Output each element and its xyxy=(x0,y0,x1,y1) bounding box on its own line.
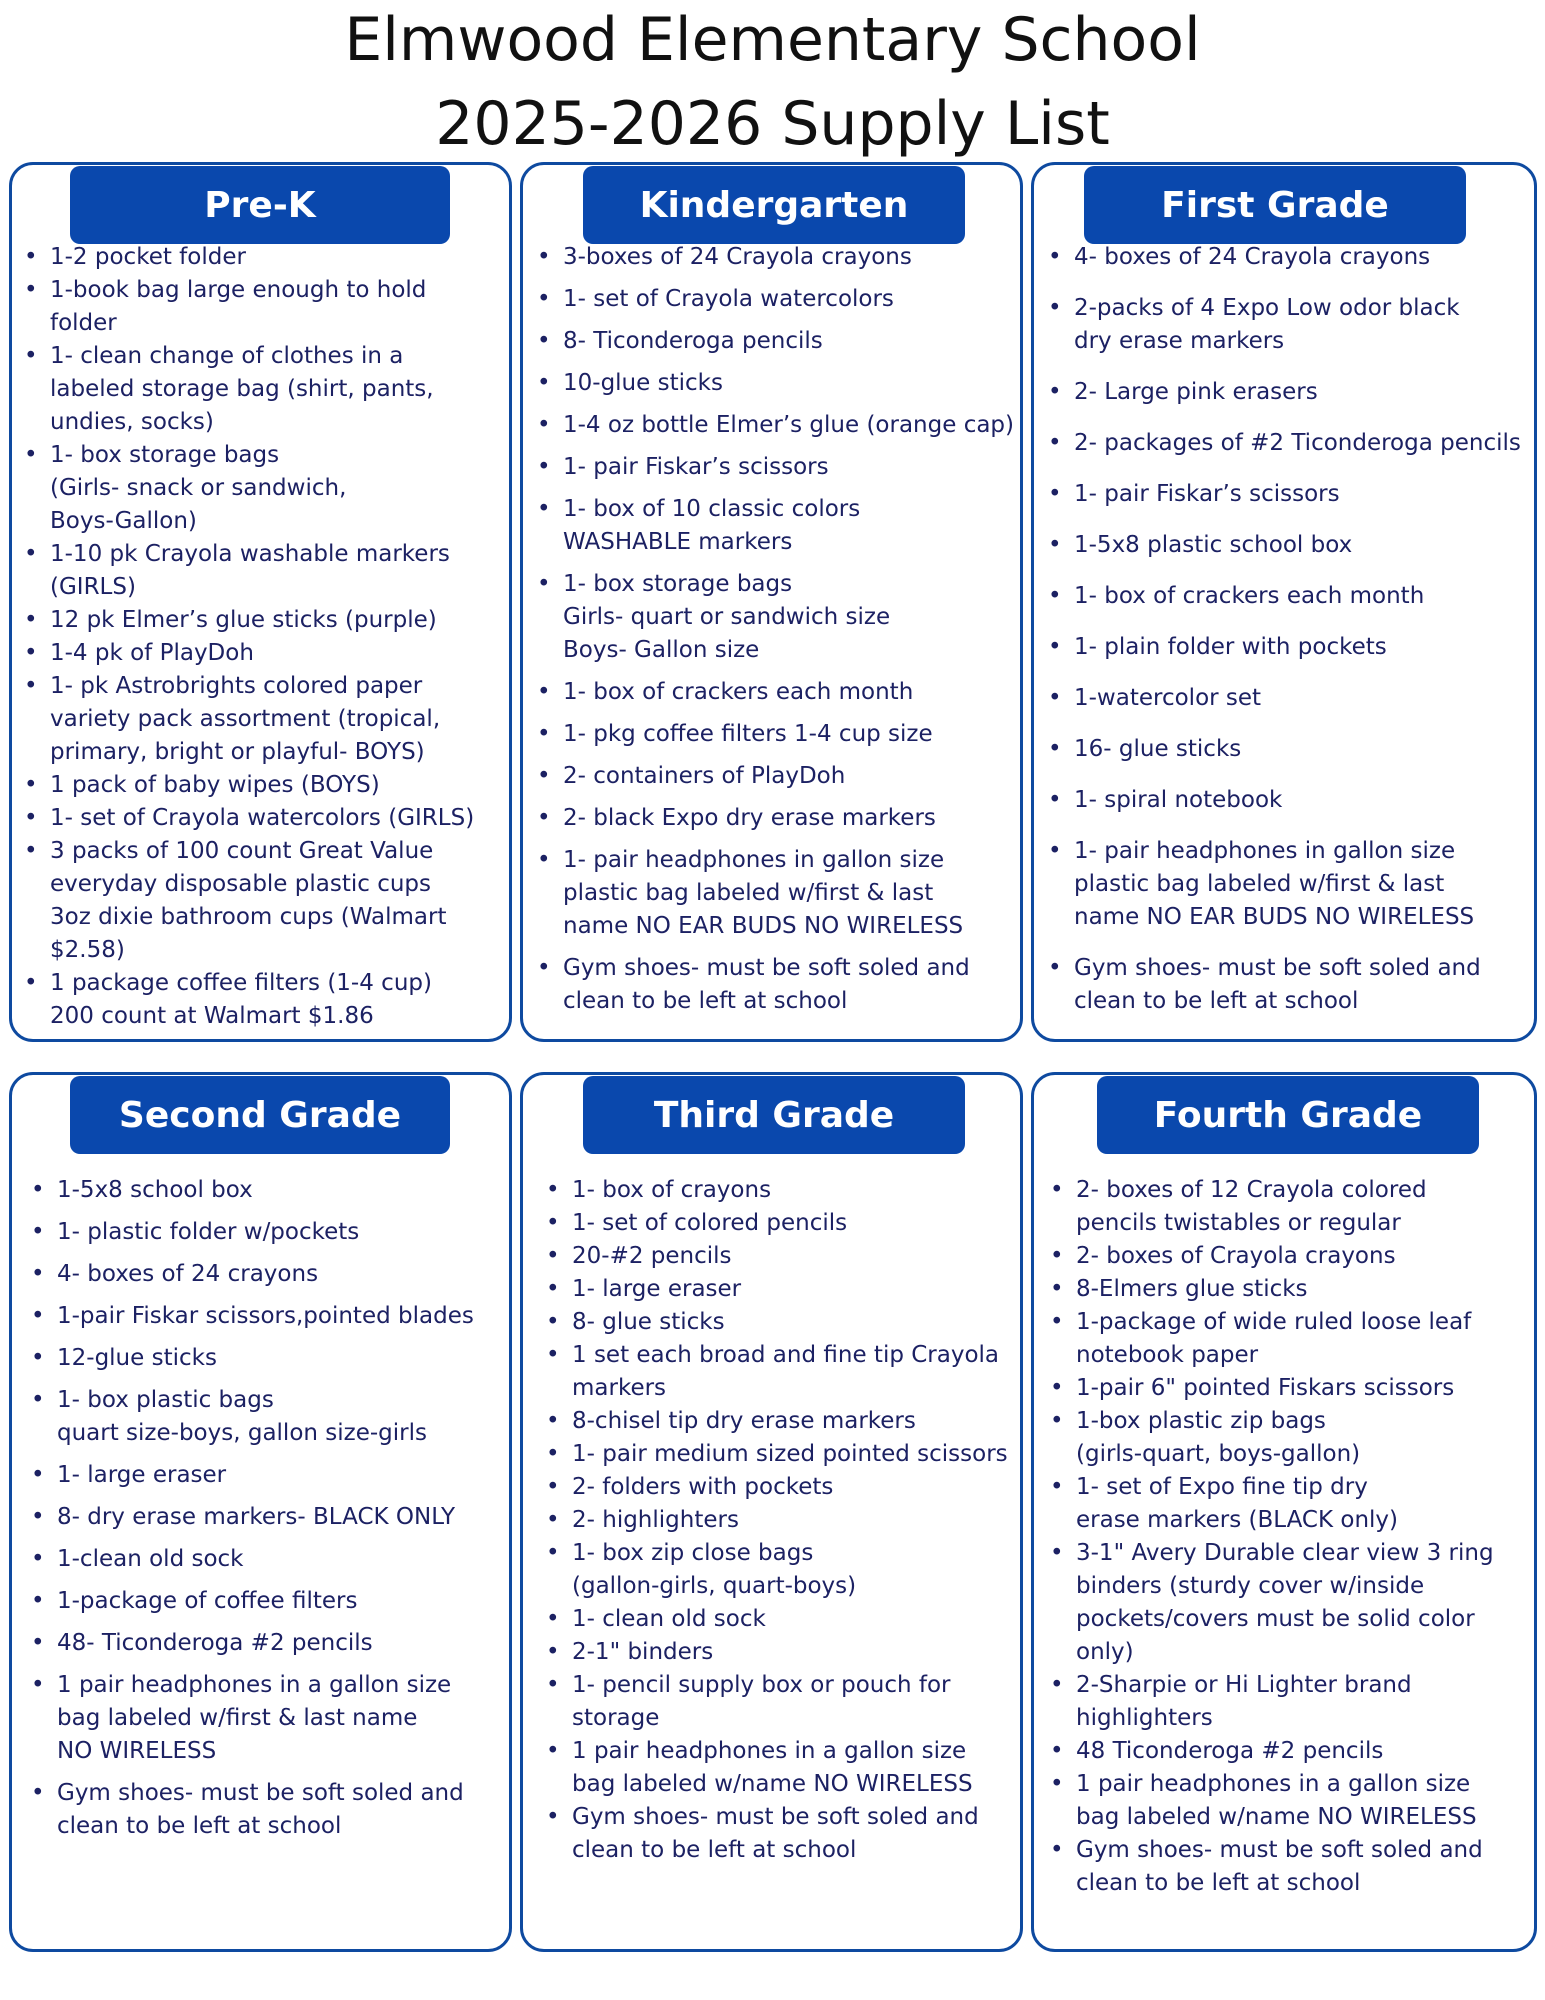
list-item: • 3-1" Avery Durable clear view 3 ring binders (sturdy cover w/inside pockets/covers must be solid color only) xyxy=(1046,1537,1536,1669)
list-item: • 1- pair headphones in gallon size plastic bag labeled w/first & last name NO EAR BUDS NO WIRELESS xyxy=(1044,835,1537,934)
list-item: • 1- set of Crayola watercolors (GIRLS) xyxy=(20,802,500,835)
list-item: • 8- dry erase markers- BLACK ONLY xyxy=(27,1501,507,1534)
list-item: • 1-package of wide ruled loose leaf notebook paper xyxy=(1046,1306,1536,1372)
list-item: • 2-1" binders xyxy=(542,1636,1022,1669)
list-item: • 1- box storage bags (Girls- snack or sandwich, Boys-Gallon) xyxy=(20,439,500,538)
list-item: • 1- pkg coffee filters 1-4 cup size xyxy=(533,718,1023,751)
list-item: • 16- glue sticks xyxy=(1044,733,1537,766)
list-item: • 1-pair Fiskar scissors,pointed blades xyxy=(27,1300,507,1333)
list-item: • 1-watercolor set xyxy=(1044,682,1537,715)
list-item: • 2- Large pink erasers xyxy=(1044,376,1537,409)
page-title-line-1: Elmwood Elementary School xyxy=(344,5,1201,75)
list-item: • 1 package coffee filters (1-4 cup) 200 count at Walmart $1.86 xyxy=(20,967,500,1033)
list-prek xyxy=(20,241,500,1033)
heading-second: Second Grade xyxy=(70,1076,450,1154)
list-item: • 1- pair headphones in gallon size plastic bag labeled w/first & last name NO EAR BUDS NO WIRELESS xyxy=(533,844,1023,943)
list-item: • 20-#2 pencils xyxy=(542,1240,1022,1273)
list-item: • 1- clean change of clothes in a labeled storage bag (shirt, pants, undies, socks) xyxy=(20,340,500,439)
list-item: • 2- packages of #2 Ticonderoga pencils xyxy=(1044,427,1537,460)
heading-fourth: Fourth Grade xyxy=(1097,1076,1479,1154)
list-item: • Gym shoes- must be soft soled and clean to be left at school xyxy=(1046,1834,1536,1900)
list-item: • 1-package of coffee filters xyxy=(27,1585,507,1618)
list-item: • 1- clean old sock xyxy=(542,1603,1022,1636)
list-item: • 8-Elmers glue sticks xyxy=(1046,1273,1536,1306)
list-item: • 1- large eraser xyxy=(542,1273,1022,1306)
list-item: • 1- pk Astrobrights colored paper variety pack assortment (tropical, primary, bright or playful- BOYS) xyxy=(20,670,500,769)
list-item: • 12 pk Elmer’s glue sticks (purple) xyxy=(20,604,500,637)
list-first xyxy=(1044,241,1537,1036)
list-item: • 8- Ticonderoga pencils xyxy=(533,325,1023,358)
list-item: • 8- glue sticks xyxy=(542,1306,1022,1339)
list-item: • 1- spiral notebook xyxy=(1044,784,1537,817)
list-item: • 1 set each broad and fine tip Crayola markers xyxy=(542,1339,1022,1405)
list-item: • 2- containers of PlayDoh xyxy=(533,760,1023,793)
list-item: • 1- box zip close bags (gallon-girls, quart-boys) xyxy=(542,1537,1022,1603)
list-item: • 2- folders with pockets xyxy=(542,1471,1022,1504)
list-item: • 4- boxes of 24 crayons xyxy=(27,1258,507,1291)
page-title-line-2: 2025-2026 Supply List xyxy=(435,89,1110,159)
list-fourth xyxy=(1046,1174,1536,1900)
list-item: • 2- boxes of 12 Crayola colored pencils twistables or regular xyxy=(1046,1174,1536,1240)
list-item: • 2-Sharpie or Hi Lighter brand highlighters xyxy=(1046,1669,1536,1735)
list-third xyxy=(542,1174,1022,1867)
list-item: • 3 packs of 100 count Great Value everyday disposable plastic cups 3oz dixie bathroom cups (Walmart $2.58) xyxy=(20,835,500,967)
list-item: • 1- pair Fiskar’s scissors xyxy=(533,451,1023,484)
list-item: • Gym shoes- must be soft soled and clean to be left at school xyxy=(533,952,1023,1018)
list-item: • 1-4 pk of PlayDoh xyxy=(20,637,500,670)
list-item: • 1- pair Fiskar’s scissors xyxy=(1044,478,1537,511)
list-item: • 1- pair medium sized pointed scissors xyxy=(542,1438,1022,1471)
list-item: • 1-book bag large enough to hold folder xyxy=(20,274,500,340)
list-kindergarten xyxy=(533,241,1023,1027)
list-item: • 2- boxes of Crayola crayons xyxy=(1046,1240,1536,1273)
list-item: • 12-glue sticks xyxy=(27,1342,507,1375)
list-item: • 4- boxes of 24 Crayola crayons xyxy=(1044,241,1537,274)
list-item: • 1 pair headphones in a gallon size bag labeled w/name NO WIRELESS xyxy=(1046,1768,1536,1834)
list-item: • 1- plain folder with pockets xyxy=(1044,631,1537,664)
heading-third: Third Grade xyxy=(583,1076,965,1154)
list-item: • Gym shoes- must be soft soled and clean to be left at school xyxy=(1044,952,1537,1018)
list-item: • 1- box of crayons xyxy=(542,1174,1022,1207)
list-item: • 2- black Expo dry erase markers xyxy=(533,802,1023,835)
list-item: • 1- set of Expo fine tip dry erase markers (BLACK only) xyxy=(1046,1471,1536,1537)
list-item: • 2-packs of 4 Expo Low odor black dry erase markers xyxy=(1044,292,1537,358)
list-item: • 1- large eraser xyxy=(27,1459,507,1492)
list-item: • 1- box storage bags Girls- quart or sandwich size Boys- Gallon size xyxy=(533,568,1023,667)
list-item: • 1-4 oz bottle Elmer’s glue (orange cap) xyxy=(533,409,1023,442)
heading-kindergarten: Kindergarten xyxy=(583,166,965,244)
list-second xyxy=(27,1174,507,1852)
list-item: • 1-2 pocket folder xyxy=(20,241,500,274)
list-item: • 1- box of crackers each month xyxy=(533,676,1023,709)
heading-first: First Grade xyxy=(1084,166,1466,244)
list-item: • 1-5x8 plastic school box xyxy=(1044,529,1537,562)
list-item: • 48- Ticonderoga #2 pencils xyxy=(27,1627,507,1660)
list-item: • 8-chisel tip dry erase markers xyxy=(542,1405,1022,1438)
list-item: • 1-clean old sock xyxy=(27,1543,507,1576)
list-item: • 10-glue sticks xyxy=(533,367,1023,400)
list-item: • 2- highlighters xyxy=(542,1504,1022,1537)
list-item: • Gym shoes- must be soft soled and clean to be left at school xyxy=(27,1777,507,1843)
list-item: • 1 pack of baby wipes (BOYS) xyxy=(20,769,500,802)
list-item: • 3-boxes of 24 Crayola crayons xyxy=(533,241,1023,274)
list-item: • 1-box plastic zip bags (girls-quart, boys-gallon) xyxy=(1046,1405,1536,1471)
list-item: • Gym shoes- must be soft soled and clean to be left at school xyxy=(542,1801,1022,1867)
list-item: • 1-5x8 school box xyxy=(27,1174,507,1207)
list-item: • 1 pair headphones in a gallon size bag labeled w/first & last name NO WIRELESS xyxy=(27,1669,507,1768)
list-item: • 1- set of colored pencils xyxy=(542,1207,1022,1240)
list-item: • 1-pair 6" pointed Fiskars scissors xyxy=(1046,1372,1536,1405)
list-item: • 1- box plastic bags quart size-boys, gallon size-girls xyxy=(27,1384,507,1450)
heading-prek: Pre-K xyxy=(70,166,450,244)
list-item: • 1 pair headphones in a gallon size bag labeled w/name NO WIRELESS xyxy=(542,1735,1022,1801)
list-item: • 1- box of crackers each month xyxy=(1044,580,1537,613)
list-item: • 1- pencil supply box or pouch for storage xyxy=(542,1669,1022,1735)
list-item: • 1- set of Crayola watercolors xyxy=(533,283,1023,316)
list-item: • 1- box of 10 classic colors WASHABLE markers xyxy=(533,493,1023,559)
list-item: • 1-10 pk Crayola washable markers (GIRLS) xyxy=(20,538,500,604)
list-item: • 1- plastic folder w/pockets xyxy=(27,1216,507,1249)
list-item: • 48 Ticonderoga #2 pencils xyxy=(1046,1735,1536,1768)
